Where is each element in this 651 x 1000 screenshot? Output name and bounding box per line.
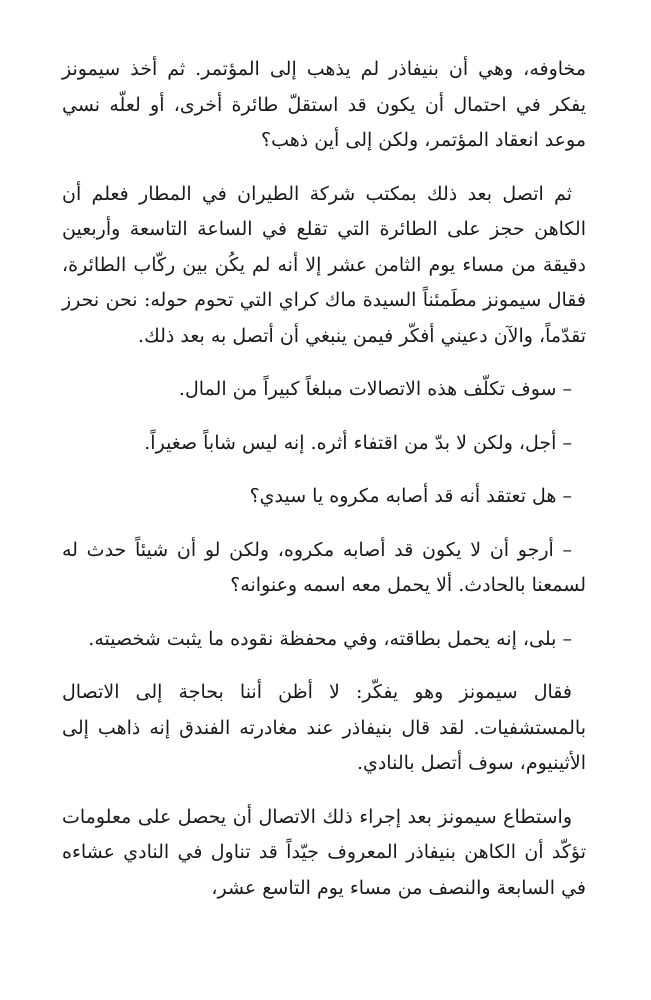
dialogue-line-2: – أجل، ولكن لا بدّ من اقتفاء أثره. إنه ليس شاباً صغيراً. bbox=[144, 431, 572, 454]
paragraph-1: مخاوفه، وهي أن بنيفاذر لم يذهب إلى المؤتمر. ثم أخذ سيمونز يفكر في احتمال أن يكون قد استقلّ طائرة أخرى، أو لعلّه نسي موعد انعقاد المؤتمر، ولكن إلى أين ذهب؟ bbox=[62, 58, 586, 151]
dialogue-line-4: – أرجو أن لا يكون قد أصابه مكروه، ولكن لو أن شيئاً حدث له لسمعنا بالحادث. ألا يحمل معه اسمه وعنوانه؟ bbox=[62, 538, 586, 596]
paragraph-2: ثم اتصل بعد ذلك بمكتب شركة الطيران في المطار فعلم أن الكاهن حجز على الطائرة التي تقلع في الساعة التاسعة وأربعين دقيقة من مساء يوم الثامن عشر إلا أنه لم يكُن بين ركّاب الطائرة، فقال سيمونز مطَمئناً السيدة ماك كراي التي تحوم حوله: نحن نحرز تقدّماً، والآن دعيني أفكّر فيمن ينبغي أن أتصل به بعد ذلك. bbox=[62, 182, 586, 347]
dialogue-line-5: – بلى، إنه يحمل بطاقته، وفي محفظة نقوده ما يثبت شخصيته. bbox=[88, 627, 572, 650]
paragraph-3: فقال سيمونز وهو يفكّر: لا أظن أننا بحاجة إلى الاتصال بالمستشفيات. لقد قال بنيفاذر عند مغادرته الفندق إنه ذاهب إلى الأثينيوم، سوف أتصل بالنادي. bbox=[62, 681, 586, 774]
dialogue-line-1: – سوف تكلّف هذه الاتصالات مبلغاً كبيراً من المال. bbox=[178, 378, 572, 400]
paragraph-4: واستطاع سيمونز بعد إجراء ذلك الاتصال أن يحصل على معلومات تؤكّد أن الكاهن بنيفاذر المعروف جيّداً قد تناول في النادي عشاءه في السابعة والنصف من مساء يوم التاسع عشر، bbox=[62, 805, 586, 899]
dialogue-line-3: – هل تعتقد أنه قد أصابه مكروه يا سيدي؟ bbox=[249, 485, 572, 507]
book-page-text bbox=[62, 52, 586, 906]
